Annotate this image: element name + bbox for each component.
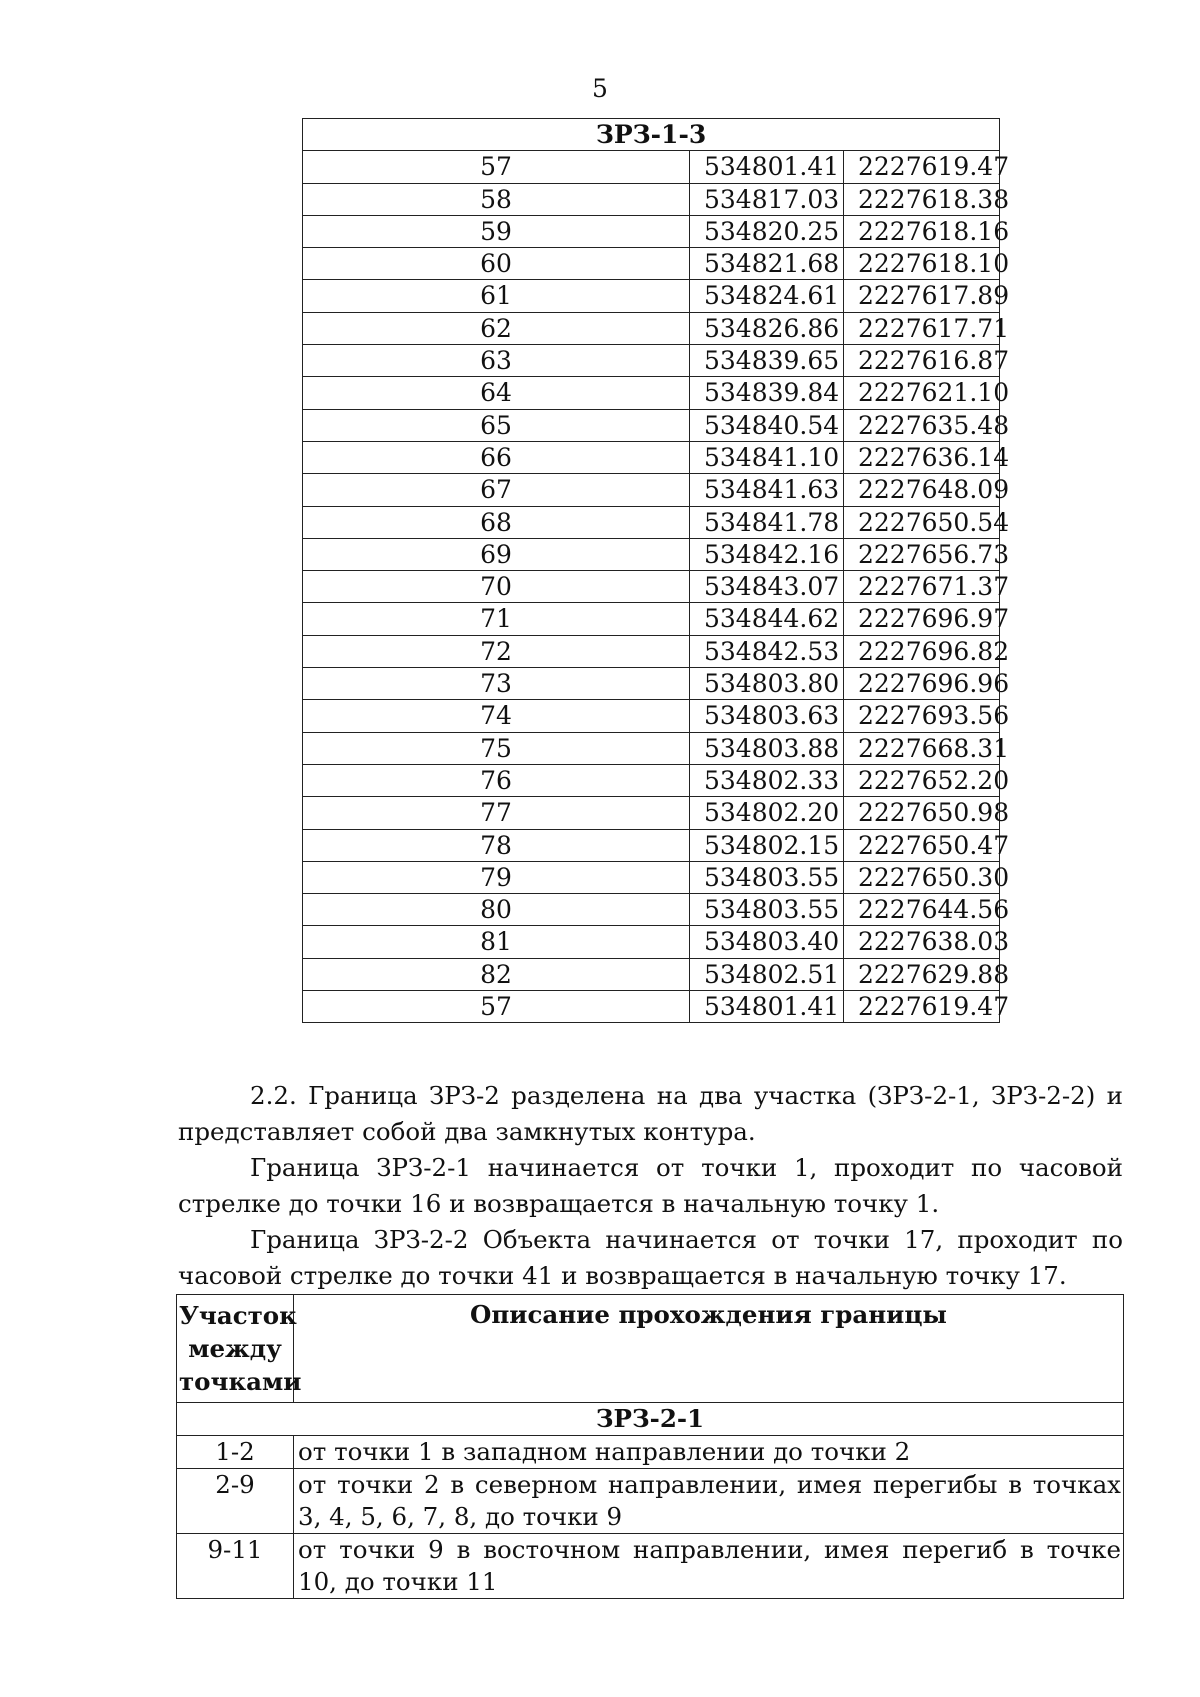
table-row: [177, 1469, 1124, 1534]
point-number: 57: [303, 151, 690, 183]
segment-points: 2-9: [177, 1469, 294, 1534]
table-row: [303, 377, 1000, 409]
coordinate-y: 2227650.54: [844, 506, 1000, 538]
coordinate-y: 2227696.82: [844, 635, 1000, 667]
table-row: [303, 441, 1000, 473]
table-row: [303, 829, 1000, 861]
coordinate-x: 534844.62: [690, 603, 844, 635]
point-number: 72: [303, 635, 690, 667]
coordinate-x: 534820.25: [690, 215, 844, 247]
segment-points: 9-11: [177, 1534, 294, 1599]
point-number: 61: [303, 280, 690, 312]
point-number: 66: [303, 441, 690, 473]
boundary-description-table: [176, 1294, 1124, 1599]
table-row: [177, 1436, 1124, 1469]
segment-description: от точки 2 в северном направлении, имея перегибы в точках 3, 4, 5, 6, 7, 8, до точки 9: [294, 1469, 1124, 1534]
coordinate-x: 534840.54: [690, 409, 844, 441]
coordinate-x: 534803.40: [690, 926, 844, 958]
coordinate-x: 534803.88: [690, 732, 844, 764]
table-row: [303, 732, 1000, 764]
point-number: 80: [303, 894, 690, 926]
coordinate-y: 2227650.47: [844, 829, 1000, 861]
coordinate-y: 2227656.73: [844, 538, 1000, 570]
coordinates-table-title: ЗРЗ-1-3: [303, 119, 1000, 151]
coordinate-x: 534843.07: [690, 571, 844, 603]
coordinate-x: 534803.63: [690, 700, 844, 732]
coordinate-x: 534839.65: [690, 345, 844, 377]
table-row: [303, 474, 1000, 506]
coordinate-y: 2227619.47: [844, 151, 1000, 183]
segment-description: от точки 9 в восточном направлении, имея перегиб в точке 10, до точки 11: [294, 1534, 1124, 1599]
coordinate-y: 2227648.09: [844, 474, 1000, 506]
header-segment: Участок между точками: [177, 1295, 294, 1403]
coordinate-y: 2227644.56: [844, 894, 1000, 926]
table-row: [303, 571, 1000, 603]
segment-points: 1-2: [177, 1436, 294, 1469]
coordinate-y: 2227668.31: [844, 732, 1000, 764]
coordinate-y: 2227618.16: [844, 215, 1000, 247]
point-number: 60: [303, 248, 690, 280]
point-number: 74: [303, 700, 690, 732]
coordinate-x: 534801.41: [690, 151, 844, 183]
point-number: 81: [303, 926, 690, 958]
table-row: [303, 248, 1000, 280]
coordinate-y: 2227696.97: [844, 603, 1000, 635]
table-row: [303, 700, 1000, 732]
paragraph-2-2: 2.2. Граница ЗРЗ-2 разделена на два участка (ЗРЗ-2-1, ЗРЗ-2-2) и представляет собой два замкнутых контура.: [178, 1081, 1123, 1146]
table-row: [303, 409, 1000, 441]
table-row: [303, 183, 1000, 215]
paragraph-zrz-2-2: Граница ЗРЗ-2-2 Объекта начинается от точки 17, проходит по часовой стрелке до точки 41 и возвращается в начальную точку 17.: [178, 1225, 1123, 1290]
header-description: Описание прохождения границы: [294, 1295, 1124, 1403]
table-row: [303, 603, 1000, 635]
coordinate-y: 2227650.30: [844, 861, 1000, 893]
point-number: 71: [303, 603, 690, 635]
coordinate-y: 2227618.38: [844, 183, 1000, 215]
table-row: [303, 861, 1000, 893]
point-number: 70: [303, 571, 690, 603]
point-number: 62: [303, 312, 690, 344]
coordinate-y: 2227619.47: [844, 991, 1000, 1023]
coordinate-x: 534802.20: [690, 797, 844, 829]
table-row: [303, 797, 1000, 829]
text-block: [178, 1078, 1123, 1294]
table-row: [303, 538, 1000, 570]
page-number: 5: [592, 74, 608, 103]
point-number: 79: [303, 861, 690, 893]
point-number: 73: [303, 668, 690, 700]
point-number: 69: [303, 538, 690, 570]
table-row: [303, 894, 1000, 926]
coordinate-x: 534821.68: [690, 248, 844, 280]
coordinate-y: 2227696.96: [844, 668, 1000, 700]
coordinate-x: 534801.41: [690, 991, 844, 1023]
coordinate-x: 534802.15: [690, 829, 844, 861]
coordinates-table-body: [303, 151, 1010, 1023]
table-row: [303, 312, 1000, 344]
table-row: [303, 764, 1000, 796]
coordinate-x: 534802.51: [690, 958, 844, 990]
paragraph-zrz-2-1: Граница ЗРЗ-2-1 начинается от точки 1, проходит по часовой стрелке до точки 16 и возвращается в начальную точку 1.: [178, 1153, 1123, 1218]
coordinate-y: 2227638.03: [844, 926, 1000, 958]
point-number: 82: [303, 958, 690, 990]
point-number: 67: [303, 474, 690, 506]
coordinate-x: 534817.03: [690, 183, 844, 215]
table-row: [303, 345, 1000, 377]
coordinate-x: 534842.53: [690, 635, 844, 667]
coordinate-x: 534839.84: [690, 377, 844, 409]
table-row: [303, 280, 1000, 312]
point-number: 78: [303, 829, 690, 861]
coordinate-y: 2227617.89: [844, 280, 1000, 312]
coordinate-y: 2227636.14: [844, 441, 1000, 473]
point-number: 57: [303, 991, 690, 1023]
point-number: 65: [303, 409, 690, 441]
coordinate-x: 534803.55: [690, 894, 844, 926]
point-number: 58: [303, 183, 690, 215]
table-row: [177, 1534, 1124, 1599]
coordinate-y: 2227693.56: [844, 700, 1000, 732]
coordinate-x: 534841.63: [690, 474, 844, 506]
point-number: 64: [303, 377, 690, 409]
coordinate-y: 2227652.20: [844, 764, 1000, 796]
coordinate-y: 2227629.88: [844, 958, 1000, 990]
coordinate-x: 534841.78: [690, 506, 844, 538]
coordinate-x: 534842.16: [690, 538, 844, 570]
table-row: [303, 926, 1000, 958]
table-row: [303, 958, 1000, 990]
point-number: 68: [303, 506, 690, 538]
coordinate-x: 534824.61: [690, 280, 844, 312]
table-row: [303, 635, 1000, 667]
table-row: [303, 991, 1000, 1023]
coordinate-x: 534841.10: [690, 441, 844, 473]
coordinate-y: 2227635.48: [844, 409, 1000, 441]
point-number: 63: [303, 345, 690, 377]
section-title: ЗРЗ-2-1: [177, 1403, 1124, 1436]
coordinate-x: 534826.86: [690, 312, 844, 344]
table-row: [303, 506, 1000, 538]
coordinate-y: 2227671.37: [844, 571, 1000, 603]
point-number: 59: [303, 215, 690, 247]
table-row: [303, 215, 1000, 247]
coordinate-y: 2227618.10: [844, 248, 1000, 280]
boundary-description-body: [177, 1403, 1124, 1599]
coordinate-x: 534802.33: [690, 764, 844, 796]
table-row: [303, 151, 1000, 183]
point-number: 76: [303, 764, 690, 796]
coordinate-y: 2227650.98: [844, 797, 1000, 829]
coordinate-y: 2227616.87: [844, 345, 1000, 377]
point-number: 75: [303, 732, 690, 764]
segment-description: от точки 1 в западном направлении до точки 2: [294, 1436, 1124, 1469]
coordinates-table: [302, 118, 1010, 1023]
coordinate-x: 534803.80: [690, 668, 844, 700]
coordinate-y: 2227621.10: [844, 377, 1000, 409]
coordinate-x: 534803.55: [690, 861, 844, 893]
coordinate-y: 2227617.71: [844, 312, 1000, 344]
table-row: [303, 668, 1000, 700]
point-number: 77: [303, 797, 690, 829]
